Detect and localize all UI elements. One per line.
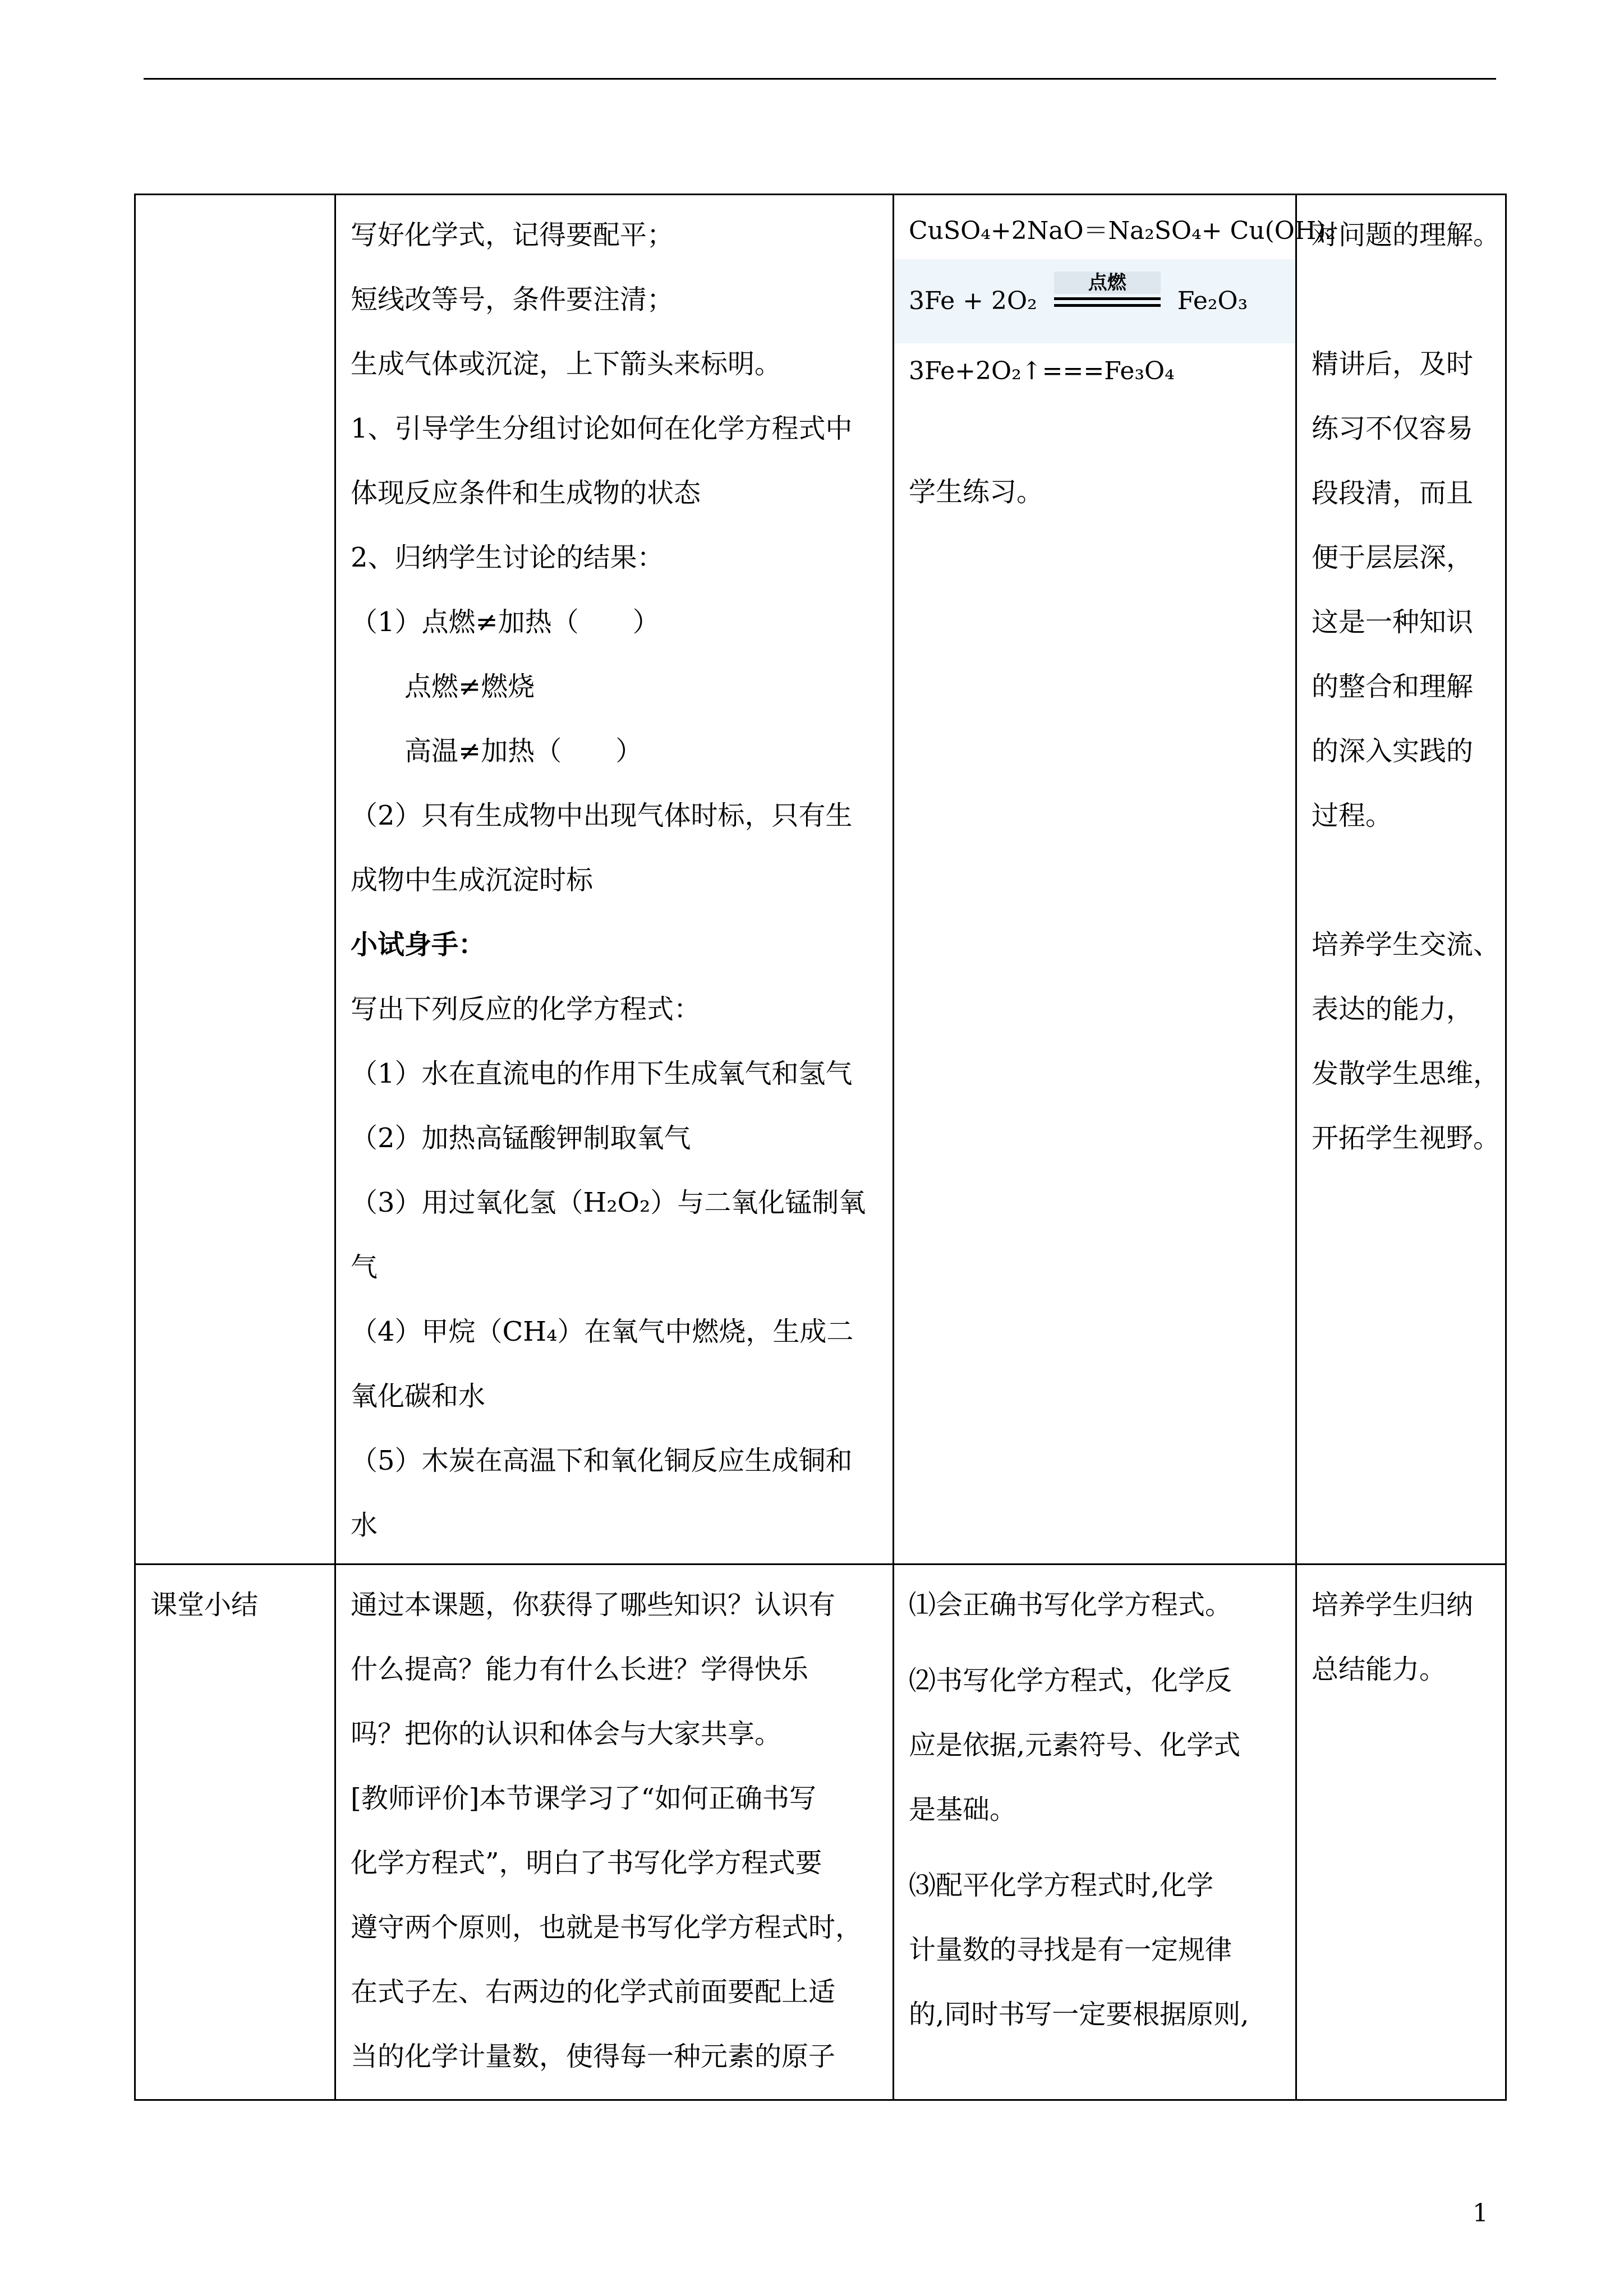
- summary-point-3-cont: 计量数的寻找是有一定规律: [909, 1934, 1232, 1966]
- state-line-2: 成物中生成沉淀时标: [351, 864, 594, 896]
- student-practice: 学生练习。: [909, 476, 1044, 508]
- design-intent-cell: [1296, 195, 1506, 1565]
- teacher-activity-cell: [335, 195, 894, 1565]
- evaluation-line: 遵守两个原则，也就是书写化学方程式时，: [351, 1912, 863, 1943]
- student-activity-cell: [894, 195, 1336, 1565]
- condition-line-3: 高温≠加热（ ）: [404, 735, 643, 767]
- summary-point-2: ⑵书写化学方程式，化学反: [909, 1665, 1232, 1696]
- note-line: 这是一种知识: [1312, 606, 1474, 638]
- lesson-plan-table: [134, 194, 1507, 2101]
- note-line: 便于层层深，: [1312, 542, 1474, 573]
- state-line-1: （2）只有生成物中出现气体时标，只有生: [351, 800, 853, 831]
- exercise-1: （1）水在直流电的作用下生成氧气和氢气: [351, 1058, 853, 1089]
- summary-point-1: ⑴会正确书写化学方程式。: [909, 1589, 1232, 1621]
- teacher-activity-cell: [335, 1565, 894, 2100]
- reflection-line: 通过本课题，你获得了哪些知识？认识有: [351, 1589, 836, 1621]
- equation-2: [894, 259, 1295, 343]
- student-activity-cell: [894, 1565, 1296, 2100]
- exercise-5-cont: 水: [351, 1510, 378, 1541]
- summary-point-3-cont: 的,同时书写一定要根据原则,: [909, 1999, 1249, 2030]
- equation-1: CuSO₄+2NaO＝Na₂SO₄+ Cu(OH)₂: [909, 217, 1336, 245]
- exercise-3: （3）用过氧化氢（H₂O₂）与二氧化锰制氧: [351, 1187, 866, 1218]
- practice-heading: 小试身手：: [351, 929, 486, 960]
- note-line: 对问题的理解。: [1312, 219, 1501, 251]
- summary-point-2-cont: 应是依据,元素符号、化学式: [909, 1729, 1241, 1761]
- note-line: 过程。: [1312, 800, 1393, 831]
- summary-point-3: ⑶配平化学方程式时,化学: [909, 1870, 1214, 1901]
- guide-line-1: 1、引导学生分组讨论如何在化学方程式中: [351, 413, 853, 444]
- reflection-line: 吗？把你的认识和体会与大家共享。: [351, 1718, 782, 1750]
- exercise-4-cont: 氧化碳和水: [351, 1381, 486, 1412]
- rhyme-line-2: 短线改等号，条件要注清；: [351, 284, 674, 315]
- evaluation-line: 化学方程式”，明白了书写化学方程式要: [351, 1847, 822, 1879]
- rhyme-line-3: 生成气体或沉淀，上下箭头来标明。: [351, 348, 782, 380]
- reaction-condition-label: 点燃: [1054, 272, 1161, 294]
- design-intent-cell: [1296, 1565, 1506, 2100]
- note-line: 精讲后，及时: [1312, 348, 1474, 380]
- stage-label-cell: [135, 1565, 335, 2100]
- note-line: 总结能力。: [1312, 1654, 1447, 1685]
- note-line: 的整合和理解: [1312, 671, 1474, 702]
- note-line: 表达的能力，: [1312, 993, 1474, 1025]
- table-row: [135, 195, 1506, 1565]
- exercise-3-cont: 气: [351, 1251, 378, 1283]
- note-line: 段段清，而且: [1312, 477, 1474, 509]
- page-number: 1: [1473, 2199, 1488, 2228]
- table-row: [135, 1565, 1506, 2100]
- rhyme-line-1: 写好化学式，记得要配平；: [351, 219, 674, 251]
- equation-3: 3Fe+2O₂↑===Fe₃O₄: [909, 357, 1175, 385]
- condition-line-1: （1）点燃≠加热（ ）: [351, 606, 660, 638]
- note-line: 培养学生交流、: [1312, 929, 1501, 960]
- note-line: 发散学生思维，: [1312, 1058, 1501, 1089]
- equation-2-right: Fe₂O₃: [1177, 287, 1248, 315]
- exercise-4: （4）甲烷（CH₄）在氧气中燃烧，生成二: [351, 1316, 854, 1347]
- condition-line-2: 点燃≠燃烧: [404, 671, 535, 702]
- exercise-5: （5）木炭在高温下和氧化铜反应生成铜和: [351, 1445, 853, 1476]
- note-line: 培养学生归纳: [1312, 1589, 1474, 1621]
- stage-label: 课堂小结: [150, 1589, 259, 1621]
- summary-heading: 2、归纳学生讨论的结果：: [351, 542, 664, 573]
- note-line: 开拓学生视野。: [1312, 1122, 1501, 1154]
- summary-point-2-cont: 是基础。: [909, 1794, 1017, 1825]
- exercise-2: （2）加热高锰酸钾制取氧气: [351, 1122, 691, 1154]
- evaluation-line: 当的化学计量数，使得每一种元素的原子: [351, 2041, 836, 2072]
- guide-line-2: 体现反应条件和生成物的状态: [351, 477, 701, 509]
- evaluation-line: 在式子左、右两边的化学式前面要配上适: [351, 1976, 836, 2008]
- reflection-line: 什么提高？能力有什么长进？学得快乐: [351, 1654, 809, 1685]
- note-line: 练习不仅容易: [1312, 413, 1474, 444]
- practice-instruction: 写出下列反应的化学方程式：: [351, 993, 701, 1025]
- equation-2-left: 3Fe + 2O₂: [909, 287, 1037, 315]
- note-line: 的深入实践的: [1312, 735, 1474, 767]
- evaluation-line: [教师评价]本节课学习了“如何正确书写: [351, 1783, 816, 1814]
- stage-label-cell: [135, 195, 335, 1565]
- header-rule: [144, 78, 1496, 80]
- reaction-condition: [1054, 271, 1161, 320]
